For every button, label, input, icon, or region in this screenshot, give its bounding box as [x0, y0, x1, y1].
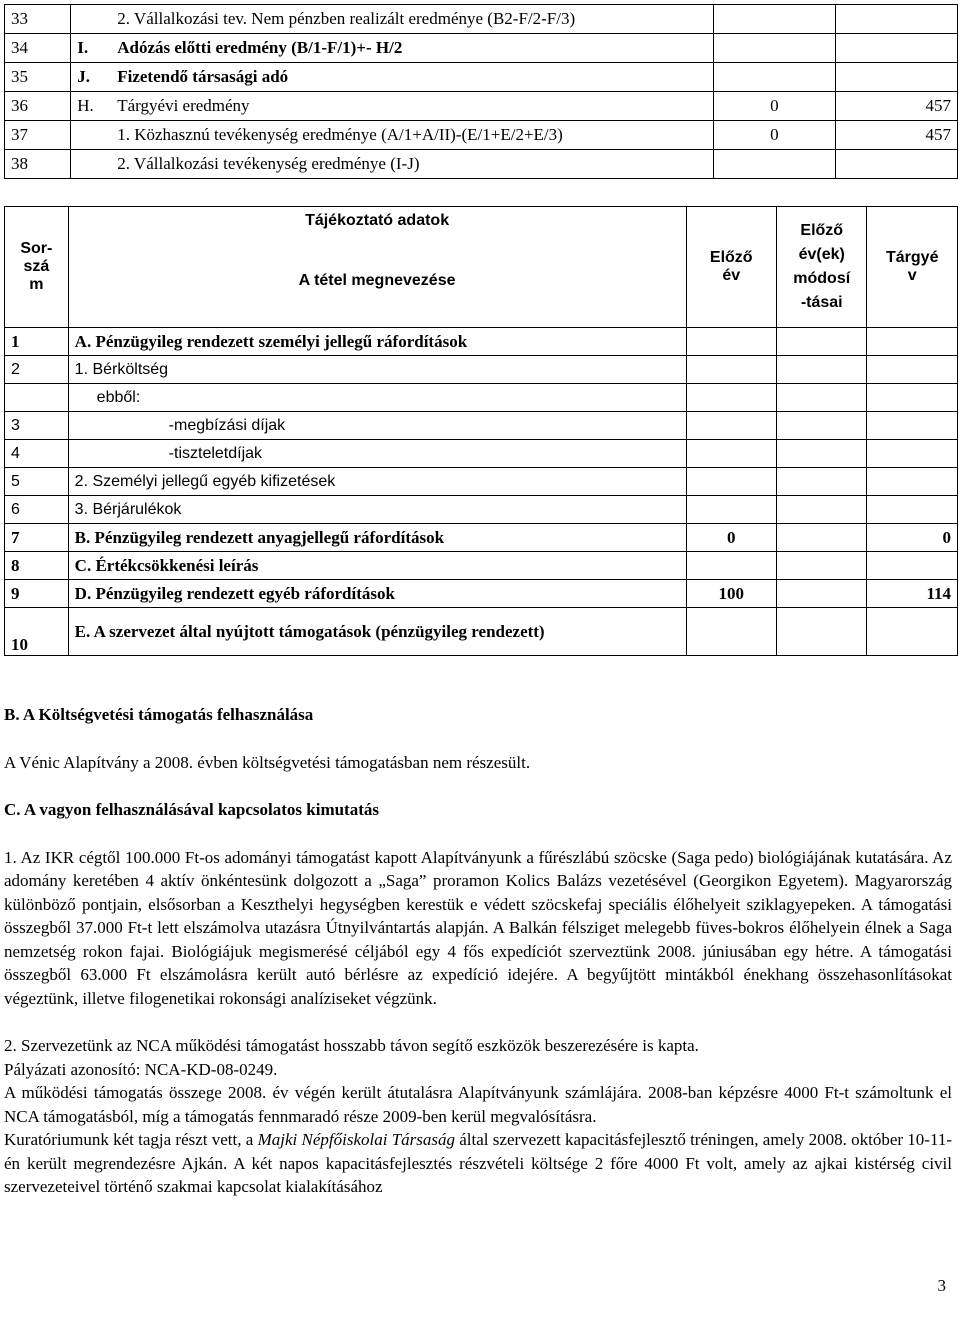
- info-row-number: 2: [5, 356, 69, 384]
- income-row: [5, 5, 958, 34]
- row-text: 2. Vállalkozási tevékenység eredménye (I-J): [117, 154, 420, 173]
- row-label: [71, 121, 714, 150]
- info-row-value-mod: [776, 496, 866, 524]
- income-row: [5, 34, 958, 63]
- info-row-value-mod: [776, 412, 866, 440]
- info-row-value-prev: [686, 468, 776, 496]
- info-row-value-mod: [776, 580, 866, 608]
- info-row-value-current: 0: [867, 524, 958, 552]
- info-row-value-current: [867, 412, 958, 440]
- row-code: J.: [77, 67, 90, 86]
- info-row-number: 7: [5, 524, 69, 552]
- income-row: [5, 150, 958, 179]
- info-row-value-prev: [686, 440, 776, 468]
- row-value-prev: [713, 5, 835, 34]
- row-value-current: [835, 63, 957, 92]
- info-row-number: 4: [5, 440, 69, 468]
- row-number: 36: [5, 92, 71, 121]
- header-current-year: Tárgyé v: [867, 207, 958, 328]
- row-value-current: [835, 5, 957, 34]
- income-table: [4, 4, 958, 179]
- info-row-number: [5, 384, 69, 412]
- section-c-paragraph-2-line-3: A működési támogatás összege 2008. év végén került átutalásra Alapítványunk számlájára. 2008-ban képzésre 4000 Ft-t számoltunk el NCA támogatásból, míg a támogatás fennmaradó része 2009-ben kerül megvalósításra.: [4, 1083, 952, 1126]
- header-sorszam: Sor- szá m: [5, 207, 69, 328]
- row-value-current: 457: [835, 121, 957, 150]
- row-label: [71, 92, 714, 121]
- info-row-value-prev: 100: [686, 580, 776, 608]
- info-row-value-mod: [776, 608, 866, 656]
- info-row-value-current: 114: [867, 580, 958, 608]
- info-row-label: B. Pénzügyileg rendezett anyagjellegű ráfordítások: [68, 524, 686, 552]
- section-b-text: A Vénic Alapítvány a 2008. évben költségvetési támogatásban nem részesült.: [4, 752, 531, 772]
- info-row-label: E. A szervezet által nyújtott támogatások (pénzügyileg rendezett): [68, 608, 686, 656]
- info-row-number: 8: [5, 552, 69, 580]
- row-label: [71, 5, 714, 34]
- info-row-label: 1. Bérköltség: [68, 356, 686, 384]
- info-row: [5, 384, 958, 412]
- info-row: [5, 468, 958, 496]
- info-row-value-mod: [776, 468, 866, 496]
- info-row-value-current: [867, 440, 958, 468]
- info-row: [5, 496, 958, 524]
- section-c-paragraph-2-line-4: Kuratóriumunk két tagja részt vett, a Majki Népfőiskolai Társaság által szervezett kapacitásfejlesztő tréningen, amely 2008. október 10-11-én került megrendezésre Ajkán. A két napos kapacitásfejlesztés részvételi költsége 2 főre 4000 Ft volt, amely az ajkai kistérség civil szervezeteivel történő szakmai kapcsolat kialakításához: [4, 1130, 952, 1196]
- header-item-name: A tétel megnevezése: [68, 235, 686, 328]
- info-row-number: 9: [5, 580, 69, 608]
- info-row-value-current: [867, 496, 958, 524]
- info-row: [5, 608, 958, 656]
- info-row-value-mod: [776, 524, 866, 552]
- row-value-prev: 0: [713, 121, 835, 150]
- row-code: H.: [77, 96, 94, 115]
- info-row-label: A. Pénzügyileg rendezett személyi jellegű ráfordítások: [68, 328, 686, 356]
- income-row: [5, 92, 958, 121]
- info-row: [5, 440, 958, 468]
- row-text: 1. Közhasznú tevékenység eredménye (A/1+A/II)-(E/1+E/2+E/3): [117, 125, 563, 144]
- row-label: [71, 34, 714, 63]
- row-text: 2. Vállalkozási tev. Nem pénzben realizált eredménye (B2-F/2-F/3): [117, 9, 576, 28]
- info-row-value-mod: [776, 384, 866, 412]
- row-value-prev: [713, 150, 835, 179]
- info-row-label: -tiszteletdíjak: [68, 440, 686, 468]
- income-row: [5, 121, 958, 150]
- row-value-prev: [713, 63, 835, 92]
- info-row-label: 3. Bérjárulékok: [68, 496, 686, 524]
- row-number: 38: [5, 150, 71, 179]
- info-row-label: -megbízási díjak: [68, 412, 686, 440]
- info-row-value-mod: [776, 356, 866, 384]
- info-row-number: 10: [5, 608, 69, 656]
- info-row-value-current: [867, 552, 958, 580]
- info-row-value-current: [867, 328, 958, 356]
- info-row-label: ebből:: [68, 384, 686, 412]
- info-row-value-current: [867, 468, 958, 496]
- row-value-prev: 0: [713, 92, 835, 121]
- row-number: 33: [5, 5, 71, 34]
- info-row-number: 6: [5, 496, 69, 524]
- info-row-value-prev: [686, 356, 776, 384]
- section-c-heading: C. A vagyon felhasználásával kapcsolatos kimutatás: [4, 800, 379, 819]
- info-row: [5, 552, 958, 580]
- header-section-title: Tájékoztató adatok: [68, 207, 686, 236]
- info-row-number: 1: [5, 328, 69, 356]
- info-row-value-prev: [686, 496, 776, 524]
- row-value-prev: [713, 34, 835, 63]
- row-text: Tárgyévi eredmény: [117, 96, 250, 115]
- row-label: [71, 63, 714, 92]
- info-row-value-prev: [686, 328, 776, 356]
- row-number: 35: [5, 63, 71, 92]
- info-row: [5, 328, 958, 356]
- info-row-value-current: [867, 356, 958, 384]
- row-text: Fizetendő társasági adó: [117, 67, 289, 86]
- info-row-label: C. Értékcsökkenési leírás: [68, 552, 686, 580]
- info-row-number: 3: [5, 412, 69, 440]
- section-c-paragraph-1: 1. Az IKR cégtől 100.000 Ft-os adományi támogatást kapott Alapítványunk a fűrészlábú szöcske (Saga pedo) biológiájának kutatására. Az adomány keretében 4 aktív önkéntesünk dolgozott a „Saga” proramon Kolics Balázs vezetésével (Georgikon Egyetem). Magyarország különböző pontjain, elsősorban a Keszthelyi hegységben kerestük e védett szöcskefaj speciális élőhelyeit sziklagyepeken. A támogatási összegből 37.000 Ft-t lett elszámolva utazásra Útnyilvántartás alapján. A Balkán félsziget melegebb füves-bokros élőhelyein élnek a Saga nemzetség rokon fajai. Biológiájuk megismerésé céljából egy 4 fős expedíciót szerveztünk 2008. júniusában egy hétre. A támogatási összegből 63.000 Ft elszámolásra került autó bérlésre az expedíció idejére. A begyűjtött mintákból énekhang összehasonlításokat végeztünk, illetve filogenetikai rokonsági analíziseket végzünk.: [4, 847, 952, 1008]
- header-prev-year: Előző év: [686, 207, 776, 328]
- page-number: 3: [937, 1276, 946, 1295]
- row-value-current: [835, 150, 957, 179]
- info-row-value-prev: [686, 384, 776, 412]
- row-text: Adózás előtti eredmény (B/1-F/1)+- H/2: [117, 38, 403, 57]
- info-row-value-mod: [776, 440, 866, 468]
- info-row-value-prev: [686, 412, 776, 440]
- section-c-paragraph-2-line-1: 2. Szervezetünk az NCA működési támogatást hosszabb távon segítő eszközök beszerezésére is kapta.: [4, 1036, 699, 1055]
- info-table: [4, 206, 958, 656]
- info-row-value-current: [867, 608, 958, 656]
- info-row: [5, 356, 958, 384]
- info-row-value-prev: 0: [686, 524, 776, 552]
- row-number: 34: [5, 34, 71, 63]
- info-row: [5, 524, 958, 552]
- header-prev-mod: Előző év(ek) módosí -tásai: [776, 207, 866, 328]
- info-row-number: 5: [5, 468, 69, 496]
- info-row-value-mod: [776, 552, 866, 580]
- info-row-value-prev: [686, 552, 776, 580]
- info-row-value-prev: [686, 608, 776, 656]
- section-c-paragraph-2-line-2: Pályázati azonosító: NCA-KD-08-0249.: [4, 1059, 278, 1079]
- info-row-label: D. Pénzügyileg rendezett egyéb ráfordítások: [68, 580, 686, 608]
- info-row-value-current: [867, 384, 958, 412]
- row-label: [71, 150, 714, 179]
- info-row: [5, 580, 958, 608]
- row-value-current: 457: [835, 92, 957, 121]
- info-row-value-mod: [776, 328, 866, 356]
- section-b-heading: B. A Költségvetési támogatás felhasználása: [4, 705, 314, 724]
- info-row: [5, 412, 958, 440]
- row-code: I.: [77, 38, 89, 57]
- income-row: [5, 63, 958, 92]
- organization-name: Majki Népfőiskolai Társaság: [257, 1130, 455, 1149]
- row-value-current: [835, 34, 957, 63]
- section-b: [4, 703, 952, 1199]
- row-number: 37: [5, 121, 71, 150]
- info-row-label: 2. Személyi jellegű egyéb kifizetések: [68, 468, 686, 496]
